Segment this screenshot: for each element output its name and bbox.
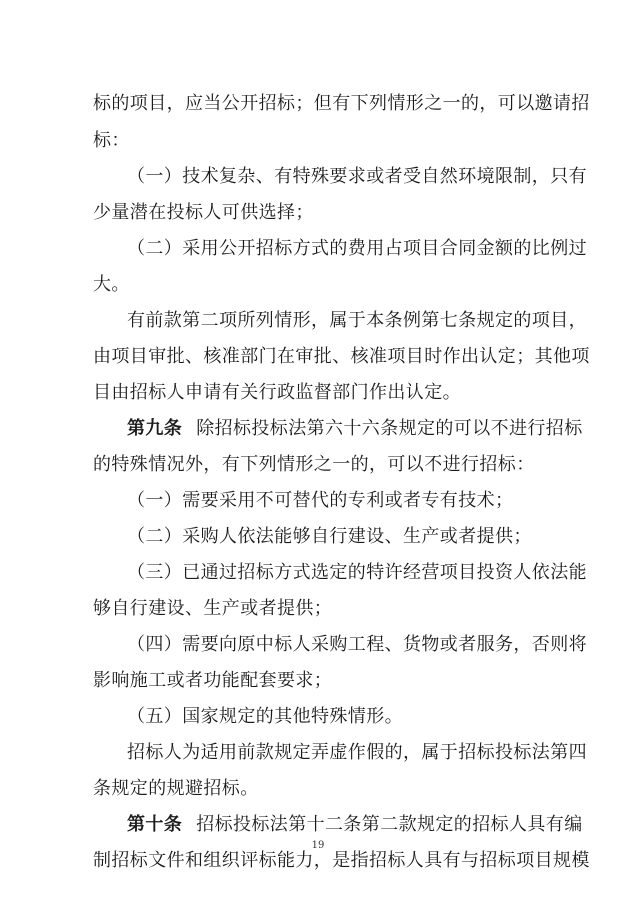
- text-line: 标的项目，应当公开招标；但有下列情形之一的，可以邀请招: [93, 93, 590, 114]
- text-line: （三）已通过招标方式选定的特许经营项目投资人依法能: [127, 562, 587, 583]
- article-label: 第十条: [127, 814, 183, 835]
- text-line: （一）需要采用不可替代的专利或者专有技术；: [127, 490, 514, 511]
- text-line: （四）需要向原中标人采购工程、货物或者服务，否则将: [127, 634, 587, 655]
- text-line: 的特殊情况外，有下列情形之一的，可以不进行招标：: [93, 454, 535, 475]
- text-line: 招标人为适用前款规定弄虚作假的，属于招标投标法第四: [127, 742, 587, 763]
- text-line: 由项目审批、核准部门在审批、核准项目时作出认定；其他项: [93, 346, 590, 367]
- text-line: （二）采购人依法能够自行建设、生产或者提供；: [127, 526, 532, 547]
- text-line: 条规定的规避招标。: [93, 778, 259, 799]
- text-line: 影响施工或者功能配套要求；: [93, 670, 333, 691]
- text-line: 标：: [93, 130, 130, 151]
- article-heading-line: 第十条 招标投标法第十二条第二款规定的招标人具有编: [127, 814, 583, 835]
- text-line: （五）国家规定的其他特殊情形。: [127, 706, 403, 727]
- text-line: 够自行建设、生产或者提供；: [93, 598, 333, 619]
- text-line: （二）采用公开招标方式的费用占项目合同金额的比例过: [127, 238, 587, 259]
- text-line: 有前款第二项所列情形，属于本条例第七条规定的项目，: [127, 310, 587, 331]
- article-label: 第九条: [127, 418, 183, 439]
- page-number: 19: [311, 840, 325, 851]
- text-line: 大。: [93, 274, 130, 295]
- text-line: 目由招标人申请有关行政监督部门作出认定。: [93, 382, 461, 403]
- text-line: 制招标文件和组织评标能力，是指招标人具有与招标项目规模: [93, 850, 590, 871]
- article-heading-line: 第九条 除招标投标法第六十六条规定的可以不进行招标: [127, 418, 583, 439]
- text-line: 少量潜在投标人可供选择；: [93, 202, 314, 223]
- text-line: （一）技术复杂、有特殊要求或者受自然环境限制，只有: [127, 166, 587, 187]
